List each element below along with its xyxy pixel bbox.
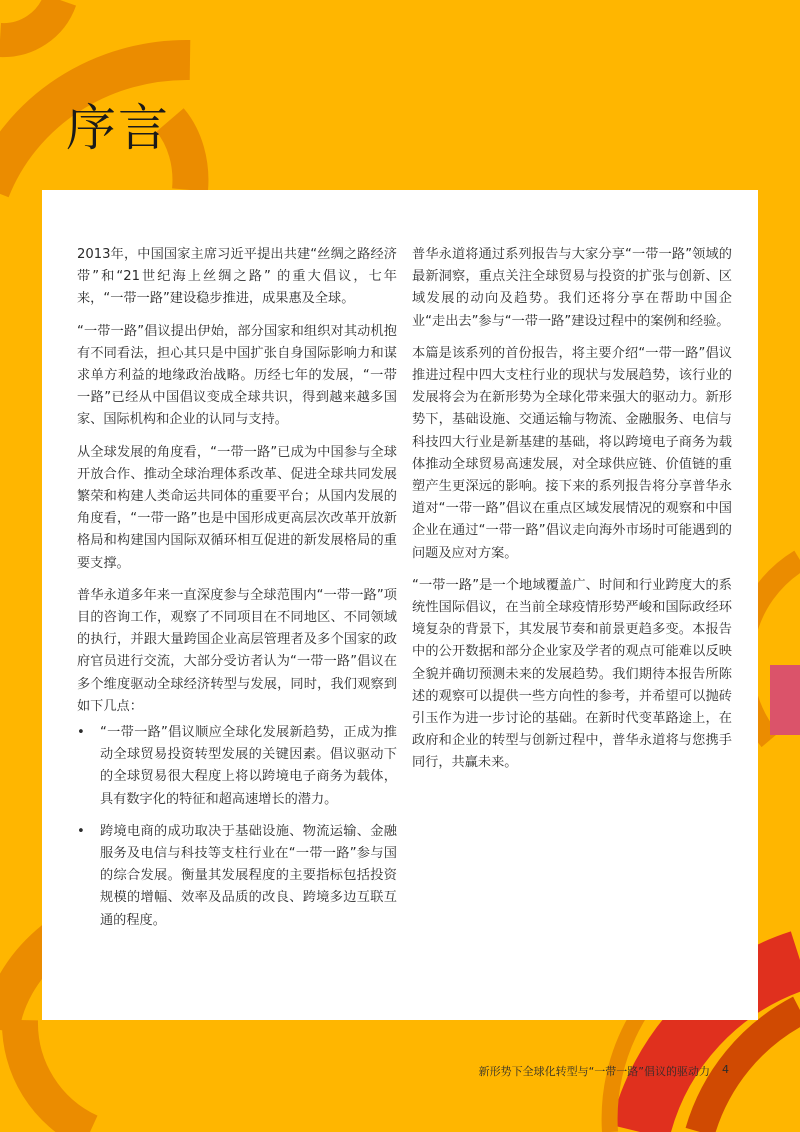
bullet-text: 跨境电商的成功取决于基础设施、物流运输、金融服务及电信与科技等支柱行业在“一带一路”参与国的综合发展。衡量其发展程度的主要指标包括投资规模的增幅、效率及品质的改良、跨境多边互联互通的程度。 [100, 823, 397, 928]
footer-title: 新形势下全球化转型与“一带一路”倡议的驱动力 [478, 1065, 710, 1078]
paragraph: 2013年，中国国家主席习近平提出共建“丝绸之路经济带”和“21世纪海上丝绸之路” 的重大倡议，七年来，“一带一路”建设稳步推进，成果惠及全球。 [77, 247, 397, 307]
arc-top-left-right [170, 120, 190, 190]
bullet-marker: • [77, 823, 85, 839]
paragraph: “一带一路”是一个地域覆盖广、时间和行业跨度大的系统性国际倡议，在当前全球疫情形势严峻和国际政经环境复杂的背景下，其发展节奏和前景更趋多变。本报告中的公开数据和部分企业家及学者的观点可能难以反映全貌并确切预测未来的发展趋势。我们期待本报告所陈述的观察可以提供一些方向性的参考，并希望可以抛砖引玉作为进一步讨论的基础。在新时代变革路途上，在政府和企业的转型与创新过程中，普华永道将与您携手同行，共赢未来。 [412, 577, 732, 771]
bullet-marker: • [77, 725, 85, 741]
pink-accent [770, 665, 800, 735]
arc-bottom-left-2 [20, 1020, 90, 1132]
paragraph: 普华永道多年来一直深度参与全球范围内“一带一路”项目的咨询工作，观察了不同项目在不同地区、不同领域的执行，并跟大量跨国企业高层管理者及多个国家的政府官员进行交流，大部分受访者认为“一带一路”倡议在多个维度驱动全球经济转型与发展，同时，我们观察到如下几点： [77, 587, 397, 714]
list-item [77, 722, 397, 811]
page-title: 序言 [66, 99, 170, 157]
paragraph: 本篇是该系列的首份报告，将主要介绍“一带一路”倡议推进过程中四大支柱行业的现状与发展趋势，该行业的发展将会为在新形势为全球化带来强大的驱动力。新形势下，基础设施、交通运输与物流、金融服务、电信与科技四大行业是新基建的基础，将以跨境电子商务为载体推动全球贸易高速发展，对全球供应链、价值链的重塑产生更深远的影响。接下来的系列报告将分享普华永道对“一带一路”倡议在重点区域发展情况的观察和中国企业在通过“一带一路”倡议走向海外市场时可能遇到的问题及应对方案。 [412, 345, 732, 561]
arc-top-left-outer [0, 0, 60, 40]
paragraph: “一带一路”倡议提出伊始，部分国家和组织对其动机抱有不同看法，担心其只是中国扩张自身国际影响力和谋求单方利益的地缘政治战略。历经七年的发展，“一带一路”已经从中国倡议变成全球共识，得到越来越多国家、国际机构和企业的认同与支持。 [77, 323, 397, 428]
page-number: 4 [722, 1063, 729, 1076]
paragraph: 从全球发展的角度看，“一带一路”已成为中国参与全球开放合作、推动全球治理体系改革、促进全球共同发展繁荣和构建人类命运共同体的重要平台；从国内发展的角度看，“一带一路”也是中国形成更高层次改革开放新格局和构建国内国际双循环相互促进的新发展格局的重要支撑。 [77, 444, 397, 571]
left-column [77, 244, 397, 942]
bullet-list [77, 722, 397, 932]
paragraph: 普华永道将通过系列报告与大家分享“一带一路”领域的最新洞察，重点关注全球贸易与投资的扩张与创新、区域发展的动向及趋势。我们还将分享在帮助中国企业“走出去”参与“一带一路”建设过程中的案例和经验。 [412, 247, 732, 329]
content-panel [42, 190, 758, 1020]
bullet-text: “一带一路”倡议顺应全球化发展新趋势，正成为推动全球贸易投资转型发展的关键因素。倡议驱动下的全球贸易很大程度上将以跨境电子商务为载体，具有数字化的特征和超高速增长的潜力。 [100, 725, 397, 807]
list-item [77, 821, 397, 932]
right-column [412, 244, 732, 785]
